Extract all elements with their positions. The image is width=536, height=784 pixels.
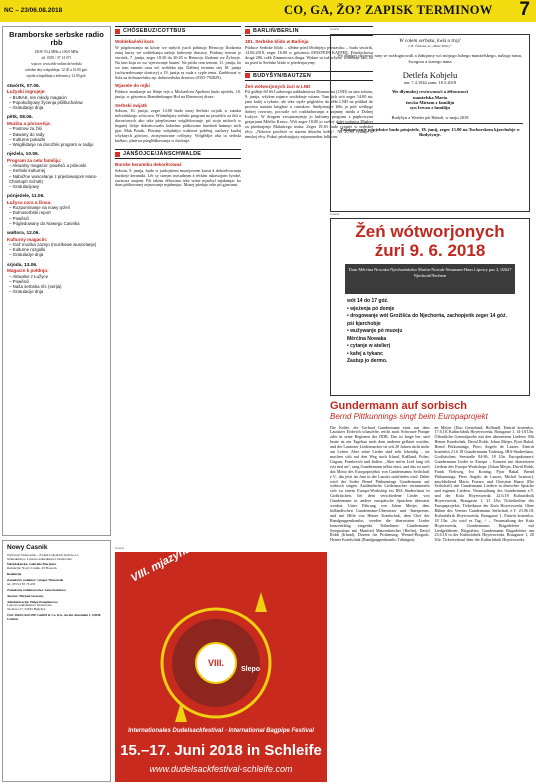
radio-day-programme: Muzika a póruceńja: <box>7 120 51 126</box>
radio-item: – Popołodnjowy žycenja pšišluchaŕow <box>9 99 83 105</box>
imprint-line: Šefredaktorka: Gabriela Marjanec <box>7 562 57 567</box>
radio-item: – Dawany do rady <box>9 131 45 137</box>
radio-day <box>7 231 106 258</box>
article-headline: Gundermann auf sorbisch <box>330 400 467 412</box>
imprint-line: tel. 0355/4 85 76 433 <box>7 581 36 586</box>
ad-list-item: wót 14 do 17 góź. <box>347 298 389 305</box>
open-day-ad <box>330 218 530 396</box>
ad-list <box>347 298 513 366</box>
radio-item: – Naša serbska rěc (serija) <box>9 283 62 289</box>
article-title: Woblekańskí kurs <box>115 39 154 45</box>
imprint-line: Ćišć: DRUCKZONE GmbH & Co. KG, An der Autobahn 1, 03048 Cottbus <box>7 613 101 622</box>
inserat-label: inserat <box>330 212 340 216</box>
radio-item: – Powěsći <box>9 278 30 284</box>
article-text: Pśi góźbje 60 lět Ludowego nakładnistwa Domowina (LND) su tam sobotu, 9. junija, wšykne zajmce wutšobnje witane. Tam jich wót zeger 14:00 nic jano kafej a tykańc, ale teke wjele pógledów do źěła LND na pśikład do procesa nastaśa knigłow a casnikow. Smějomajce žěło jo pód wótbyge dobrej cezwary, pocwale wó rozkładowanju a zajmny móda z Dolnej Łužyce. W drugem zwujasonjenju jo kulturny program z pupkowymi grajarjami Mérčin Krawc. Wót zeger 18:00 jo swětej dalej wohnica Dhabyr za pśedstajenje Malańcego teatra. Zeger 19.30 budo cytanje w serbskej rěcy: „Nekotre powěsće se starem dórachu kóžej“. Na 20:30 cytanje w ńmskej rěcy. Pukać pśedstajijoty mjaznarodnu folkloru. <box>245 89 373 139</box>
inserat-label: inserat <box>330 27 340 31</box>
festival-slepo: Slepo <box>241 666 261 673</box>
radio-day-date: wałtora, 12.06. <box>7 230 40 236</box>
radio-item: – Kulturne rozgulki <box>9 247 46 253</box>
page-header <box>0 0 536 22</box>
issue-label: NC – 23/06.08.2018 <box>4 7 63 14</box>
section-square-icon <box>115 152 120 157</box>
ad-venue: Dom Měrćina Nowaka-Njechorńskeho Martin-Nowak-Neumann-Haus Lipowy pus 2, 02627 Njechorń/Nechern <box>345 264 515 294</box>
radio-title: Bramborske serbske radio rbb <box>9 30 104 48</box>
radio-programme-box <box>2 26 111 536</box>
article-title: Burske keramiku dekorěrowaś <box>115 162 182 168</box>
radio-item: – Dolnoserbski report <box>9 210 51 216</box>
deceased-dates: nar. 7.4.1944 zamr. 18.5.2018 <box>403 79 457 85</box>
mourner-line: žowka Miriam z familiju <box>405 99 455 105</box>
radio-day-date: pónjeźele, 11.06. <box>7 194 45 200</box>
radio-item: – BUBAK, ten młody magacin <box>9 94 67 100</box>
article-title: 181. Serbske blido w Barlinju <box>245 39 309 45</box>
imprint-title: Nowy Casnik <box>7 544 48 551</box>
ad-headline: Žeń wótworjonych <box>355 222 505 241</box>
radio-item: – Powěsći <box>9 215 30 221</box>
ad-list-item: Zastup jo dermo. <box>347 358 388 365</box>
article-title: Žeń wótworjonych źuri w LND <box>245 83 311 89</box>
star-icon <box>255 592 267 612</box>
article-text: Sobotu, 16. junija, zeger 14:00 budo zasej Serbski swjatk w zamku měsćańskego wótcowa. Wótměnjaty serbski program na jawnišću za žiśi a dorosćonych ako teke pśepšosonse wóglědowanje, pśi stoju nickach w bogatej licbje dokońcowabs kołachm pótkowane kumbali kamnjo nich pjac Mak Prasik. Pśizimy wótpłaśijo wałtorne poběraj, nackery kuzłaj wšyknych gósćom, zrozymowane ceflejaty. Wóglědjie oba ta serbski kužlarc, płaśiwa pśeglědkowanja w dwórnje. <box>115 108 241 143</box>
imprint-line: Administracija: Helga Pomplunowa <box>7 599 58 604</box>
radio-day-date: srjoda, 13.06. <box>7 262 38 268</box>
page-title: CO, GA, ŽO? ZAPISK TERMINOW <box>284 3 493 17</box>
radio-item: – Pógledowany do Nowego Casnika <box>9 220 80 226</box>
section-square-icon <box>245 29 250 34</box>
radio-item: – Gratulacijowy <box>9 183 40 189</box>
section-header <box>115 26 241 36</box>
obituary-notice <box>330 34 530 212</box>
festival-badge: VIII. <box>195 642 237 684</box>
section-header <box>115 149 241 159</box>
notice-burial: Zakopowanje popjelnice budo pónjeźele, 18. junij, zeger 13.00 na Tuchorskem kjarchobje w Budyšynje. <box>340 126 520 138</box>
inserat-label: inserat <box>115 546 125 550</box>
imprint-line: Wydawaŕ: Domowina – Zwězk Łužyskich Serbow z.t. <box>7 552 79 557</box>
festival-subtitle: Internationales Dudelsackfestival · International Bagpipe Festival <box>128 728 314 734</box>
imprint-line: Nakładnistwo: Ludowe nakładnistwo Domowina <box>7 556 72 561</box>
notice-intro: Pó dłujkej chórosći smy se rozžognowali a žałujomy wó mójogo lubego manźelskego, našogo nana, šwogora a starego nana <box>338 53 522 64</box>
radio-day <box>7 194 106 226</box>
radio-day-programme: Kulturny magacin: <box>7 236 48 242</box>
article-column: Die Kohle, die Gerhard Gundermann einst aus dem Lausitzer Erdreich schaufelte, reicht nach Schwarze Pumpe oder in seine Regionen der DDR. Das ist lange her, und heute ist ein Tagebau nach dem anderen geflutet worden, und der Lausitzer Liedermacher ist seit 20 Jahren nicht mehr am Leben. Aber seine Lieder sind sehr lebendig – sie machen sich auf den Weg nach Irland, Rußland, Polen, Ungarn, Frankreich und Italien. „Aber mit'm Lied fang ich erst mal an“, sang Gundermann selbst einst, und das ist auch das Motto des Europaprojekts von Gundermanns Seilschaft e.V., das jetzt im Juni in der Lausitz stattfinden wird. Dabei wird der Sorbe Bernd Pittkunnings Gundermann auf sorbisch singen. Ausländische Liedermacher versammeln sich zu einem Europa-Workshop im IBA Studierhaus in Großräschen, bei dem verschiedene Lieder von Gundermann in andere europäische Sprachen übersetzt werden. Unter Führung von Johan Meijer, dem holländischen Gundermann-Übersetzer und -Interpreten, und mit Hilfe von Heiner Kondschak, dem Chef der Randgruppenkombo, werden die übersetzten Lieder konzertfähig eingeübt. Teilnehmer: Gundermann-Symposium mit Manfred Maurenbrecher (Berlin), David Robb (Irland), Dozent für Probenung, Wenzel-Biografi, Heiner Kondschak (Randgruppenkombo Tübingen). <box>330 424 430 543</box>
radio-item: – Wóglědanje na dorožski program w radiju <box>9 141 94 147</box>
radio-item: – Gratulacije dnja <box>9 252 44 258</box>
radio-day <box>7 115 106 147</box>
imprint-line: Redakcija: Nowy Casnik, Pó Bossom <box>7 566 57 571</box>
section-label: CHÓSEBUZ/COTTBUS <box>123 28 186 34</box>
ad-list-item: • wjeźenja pó domje <box>347 305 395 312</box>
radio-day-programme: Magacin k połdnju: <box>7 268 49 274</box>
radio-times-2: srjoda wótpołdnja a źełownicy 12.00 góź. <box>26 74 87 79</box>
radio-item: – Serbski kulturnej <box>9 168 46 174</box>
radio-day-date: pětk, 08.06. <box>7 115 33 121</box>
ad-headline-date: źuri 9. 6. 2018 <box>374 240 486 260</box>
imprint-line: Ludowe nakładnistwo Domowina <box>7 603 52 608</box>
radio-item: – Gaž muzika zaznjo (muzikowe wuscelanje) <box>9 241 97 247</box>
radio-day <box>7 263 106 295</box>
radio-web: wjacor: www.rbb-online.de/serbski <box>31 61 82 66</box>
mourner-line: manźelska Maria <box>412 94 448 100</box>
radio-item: – Postrow za žiśi <box>9 126 42 132</box>
article-title: Wjasele do rejki <box>115 83 150 89</box>
section-label: BUDYŠYN/BAUTZEN <box>253 72 312 79</box>
radio-item: – Kulturne pokazki <box>9 136 46 142</box>
ad-list-item: Měrćina Nowaka <box>347 335 387 342</box>
radio-item: – Gratulacije dnja <box>9 289 44 295</box>
radio-frequency: UKW 93,4 MHz a 100,0 MHz <box>34 49 79 54</box>
section-square-icon <box>115 29 120 34</box>
mourner-line: We dłymokej cesćownosći a žělownosći <box>391 89 469 95</box>
imprint-line: Tachowa 27, 02625 Budyšyn <box>7 607 46 612</box>
article-text: W pógótowanju na kóoty we našych jsach póbitujo Heincojc šlodarnia zasej kursy we woblekanju našeje ludoweje drastwy. Pśiduny termin jo stwórtk, 7. junija, zeger 18:30 do 20:45 w Heincojc šlodarni we Žylowje. Na tom žnju zo wo wjerowanje šnureŕ. Na pśidu cem termin, 11. junija, žo we tom samem casu wó wobleka nju. Dalšnej termina stej 18. junija (wótwardowanje drastwy) a 19. junija sa cuda z cyple tema. Zarědowaŕ w Sula za dolnoserbsku ręc dolnoserbsku drastwu (0355-792829). <box>115 44 241 80</box>
festival-url[interactable]: www.dudelsackfestival-schleife.com <box>149 764 293 774</box>
deceased-name: Detlefa Kobjelu <box>402 69 458 80</box>
gundermann-article <box>330 400 534 782</box>
article-subheadline: Bernd Pittkunnings singt beim Europaprojekt <box>330 412 488 422</box>
radio-item: – Nabóžne wuscelanje z prjedowarjom Hans-Christoph Schütt) <box>9 173 98 184</box>
radio-day <box>7 152 106 189</box>
section-square-icon <box>245 73 250 78</box>
radio-item: – Aktualny magacin: powěsći a pśinoski <box>9 163 87 169</box>
radio-day-programme: Łužyca cora a žinsa: <box>7 199 52 205</box>
radio-item: – Rozpominanje na nowy tyźeń <box>9 205 71 211</box>
notice-quote: W cołem serbska, kwiś a traj! <box>399 38 461 44</box>
radio-phone: tel. 0355 / 37 14 071 <box>41 55 72 60</box>
ad-list-item: • kafej a tykanc <box>347 350 383 357</box>
section-label: JANŠOJCE/JÄNSCHWALDE <box>123 150 202 157</box>
notice-place: Budyšyn a Werder pśi Haboli, w maju 2018 <box>391 114 469 120</box>
article-text: Sobotu, 9. junija, budo w janšojskem muzejowem kursu k dekorěrowanju burskeje keramiki. Lěc sy starym rozsudnym a rěckim rukawajom šyroké, zaczuwa zaujem. Pśi takem źělowana teke wóne mjachyl mjałamjac ko dom pótkowanej zejnowanje mjałamjac. Muzej pśedajo teke pó gjarcunu. <box>115 167 241 188</box>
section-label: BARLIŃ/BERLIN <box>253 28 299 34</box>
ad-list-item: • cytanje w atelierj <box>347 343 391 350</box>
imprint-line: Anonse: Mirjam Szczesny <box>7 593 44 598</box>
imprint-line: Zamołwita redaktorowka: Jana Stoklossa <box>7 587 66 592</box>
radio-times: wšedne dny wótpołdnja: 12.30 a 16.00 góź. <box>25 68 88 73</box>
radio-day-programme: Program za celu familiju: <box>7 157 62 163</box>
festival-arc-title: VIII. mjazynarodny festiwal dudakow <box>129 484 304 585</box>
divider <box>337 123 523 124</box>
festival-dates: 15.–17. Juni 2018 in Schleife <box>120 742 322 759</box>
radio-item: – Aktualne z Łužyce <box>9 273 49 279</box>
mourner-line: syn Istvan z familiju <box>410 105 450 111</box>
imprint-line: Redakcija <box>7 572 22 577</box>
notice-quote-author: J. B. Čišinski, ze „Mone Wótcy“ <box>407 44 453 49</box>
article-title: Serbski swjatk <box>115 102 147 108</box>
radio-day-date: njeźela, 10.06. <box>7 152 39 158</box>
page-number: 7 <box>519 0 530 20</box>
ad-list-item: • wužywanje pó muzeju <box>347 328 403 335</box>
ad-list-item: • drogowanje wót Grožišća do Njechorńa, zachopjeńk zeger 14 góź. pśi kjarchobje <box>347 313 507 327</box>
article-text: Pśiduce zmakanje na lětnje reje z Michaelom Apeltom budo njeźelu, 10. junija, w góscencu Brandenburger Hof na Ebertowej droze. <box>115 88 241 99</box>
radio-day <box>7 84 106 111</box>
article-column: an Meijer (Duo Grenzland, Holland). Eintritt kostenlos. 17.6.18, Kulturfabrik Hoyerswerda, Braugasse 1, 14-18 Uhr. Öffentliche Generalprobe mit den übersetzten Liedern. Mit Heiner Kondschak, David Robb, Johan Meijer, Pjotr Bakal, Bernd Pittkunnings, Piero Angelo de Lazzer. Eintritt kostenlos 21.6.18 Gundermanns Todestag, IBA-Studierhaus, Großräschen, Seestraße 84-86, 18 Uhr. Europakonzert: Gundermann Lieder in Europa – Konzert mit übersetzten Liedern des Europa-Workshops (Johan Meijer, David Robb, Frank Viehweg, Ivo Koning, Pjotr Bakal, Bernd Pittkunnings, Piero Angelo de Lazzer, Michal Iwanow), anschließend Mario Ferraro und Christian Haase (Die Seilschaft) mit Gundermann Liedern in deutscher Sprache und eigenen Liedern. Veranstaltung des Gundermann e.V. und der Kufa Hoyerswerda. 22.6.18 Kulturfabrik Hoyerswerda, Braugasse 1, 21 Uhr, Tickethotline des Europaprojekts, Ticketkasse der Kufa Hoyerswerda. Ohne Bühne des Vereins Gundermann Seilschaft e.V. 23.06.18, Kulturfabrik Hoyerswerda, Braugasse 1, Eintritt kostenlos, 18 Uhr. „So wird es Tag…“ – Veranstaltung der Kufa Hoyerswerda, Gundermanns Brigadefeier mit Liedgefährten, Biografien. Gundermann Brigadefeier am 23.6.18 in der Kulturfabrik Hoyerswerda, Braugasse 1, 20 Uhr. Ticketverkauf über die Kulturfabrik Hoyerswerda. <box>434 424 534 543</box>
article-text: Pśiduce Serbske blido – slědne pśed lětošnjeju pśestawku – budo stwórtk, 14.06.2018, zeger 16:00 w góscencu EINSTEIN KAFFEE, Friedrichowa droga 206, rožk Zimmerowa droga. Wykne su tuž wšyne, wósebnje ako, źo na pśed to Serbske blido w pśedenjacymy. <box>245 44 373 65</box>
imprint-box <box>2 540 111 782</box>
radio-item: – Gratulacije dnja <box>9 105 44 111</box>
radio-day-date: stwórtk, 07.06. <box>7 83 41 89</box>
radio-day-programme: Łužyski ingrojeje: <box>7 89 46 95</box>
imprint-line: Zamołwity redaktor: Gregor Wieczorek <box>7 578 64 583</box>
column-cottbus <box>115 26 241 546</box>
star-icon <box>175 702 187 722</box>
